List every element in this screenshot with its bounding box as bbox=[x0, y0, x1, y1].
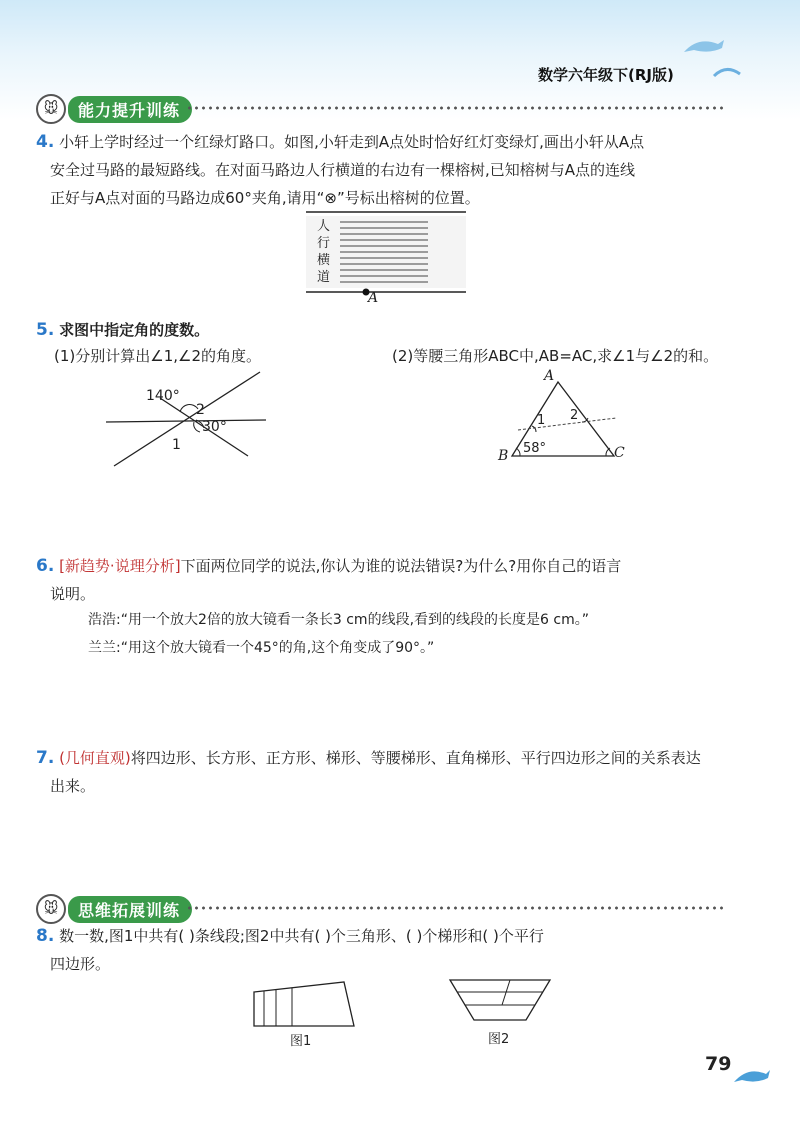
angle-2-label: 2 bbox=[196, 402, 205, 418]
section-banner-thinking bbox=[36, 894, 192, 924]
angle-1-label: 1 bbox=[172, 437, 181, 453]
angle-30-label: 30° bbox=[202, 419, 227, 435]
wave-icon bbox=[712, 62, 742, 80]
quote-lanlan: 兰兰:“用这个放大镜看一个45°的角,这个角变成了90°。” bbox=[88, 640, 435, 656]
question-5-part2: (2)等腰三角形ABC中,AB=AC,求∠1与∠2的和。 bbox=[392, 347, 719, 365]
point-a-label: A bbox=[368, 290, 379, 306]
vertex-b-label: B bbox=[498, 448, 509, 464]
figure-2-caption: 图2 bbox=[488, 1032, 510, 1047]
question-6-line2: 说明。 bbox=[50, 585, 96, 603]
question-6 bbox=[36, 552, 776, 608]
figure-1-quadrilateral bbox=[248, 978, 360, 1030]
section-title: 能力提升训练 bbox=[68, 96, 192, 123]
dolphin-icon bbox=[680, 34, 726, 60]
question-number: 4. bbox=[36, 132, 55, 152]
triangle-figure bbox=[496, 372, 630, 464]
question-5 bbox=[36, 316, 776, 344]
question-5-title: 求图中指定角的度数。 bbox=[59, 321, 210, 339]
vertex-a-label: A bbox=[544, 368, 555, 384]
question-4-line2: 安全过马路的最短路线。在对面马路边人行横道的右边有一棵榕树,已知榕树与A点的连线 bbox=[50, 161, 636, 179]
question-4-line1: 小轩上学时经过一个红绿灯路口。如图,小轩走到A点处时恰好红灯变绿灯,画出小轩从A点 bbox=[59, 133, 645, 151]
question-7 bbox=[36, 744, 786, 800]
dotted-divider bbox=[186, 906, 726, 910]
angle-140-label: 140° bbox=[146, 388, 180, 404]
question-tag: [新趋势·说理分析] bbox=[59, 557, 181, 575]
page-number: 79 bbox=[705, 1053, 732, 1075]
mascot-icon: 🐭 bbox=[36, 894, 66, 924]
question-8 bbox=[36, 922, 786, 978]
crosswalk-label: 人 行 横 道 bbox=[317, 219, 331, 285]
question-number: 6. bbox=[36, 556, 55, 576]
question-8-line1: 数一数,图1中共有( )条线段;图2中共有( )个三角形、( )个梯形和( )个平行 bbox=[59, 927, 544, 945]
question-number: 7. bbox=[36, 748, 55, 768]
figure-1-caption: 图1 bbox=[290, 1034, 312, 1049]
question-number: 8. bbox=[36, 926, 55, 946]
question-number: 5. bbox=[36, 320, 55, 340]
question-4 bbox=[36, 128, 776, 212]
mascot-icon: 🐭 bbox=[36, 94, 66, 124]
question-7-line1: 将四边形、长方形、正方形、梯形、等腰梯形、直角梯形、平行四边形之间的关系表达 bbox=[130, 749, 701, 767]
quote-haohao: 浩浩:“用一个放大2倍的放大镜看一条长3 cm的线段,看到的线段的长度是6 cm。” bbox=[88, 612, 589, 628]
vertex-c-label: C bbox=[614, 445, 625, 461]
question-7-line2: 出来。 bbox=[50, 777, 96, 795]
dotted-divider bbox=[186, 106, 726, 110]
angles-figure bbox=[100, 368, 275, 473]
angle-2-label: 2 bbox=[570, 408, 579, 423]
figure-2-trapezoid bbox=[446, 976, 554, 1026]
question-8-line2: 四边形。 bbox=[50, 955, 111, 973]
question-5-part1: (1)分别计算出∠1,∠2的角度。 bbox=[54, 347, 261, 365]
dolphin-icon bbox=[732, 1064, 772, 1088]
question-6-line1: 下面两位同学的说法,你认为谁的说法错误?为什么?用你自己的语言 bbox=[180, 557, 622, 575]
section-banner-ability bbox=[36, 94, 192, 124]
book-title: 数学六年级下(RJ版) bbox=[538, 66, 674, 84]
angle-58-label: 58° bbox=[523, 441, 547, 456]
angle-1-label: 1 bbox=[537, 413, 546, 428]
question-tag: (几何直观) bbox=[59, 749, 131, 767]
question-4-line3: 正好与A点对面的马路边成60°夹角,请用“⊗”号标出榕树的位置。 bbox=[50, 189, 480, 207]
section-title: 思维拓展训练 bbox=[68, 896, 192, 923]
